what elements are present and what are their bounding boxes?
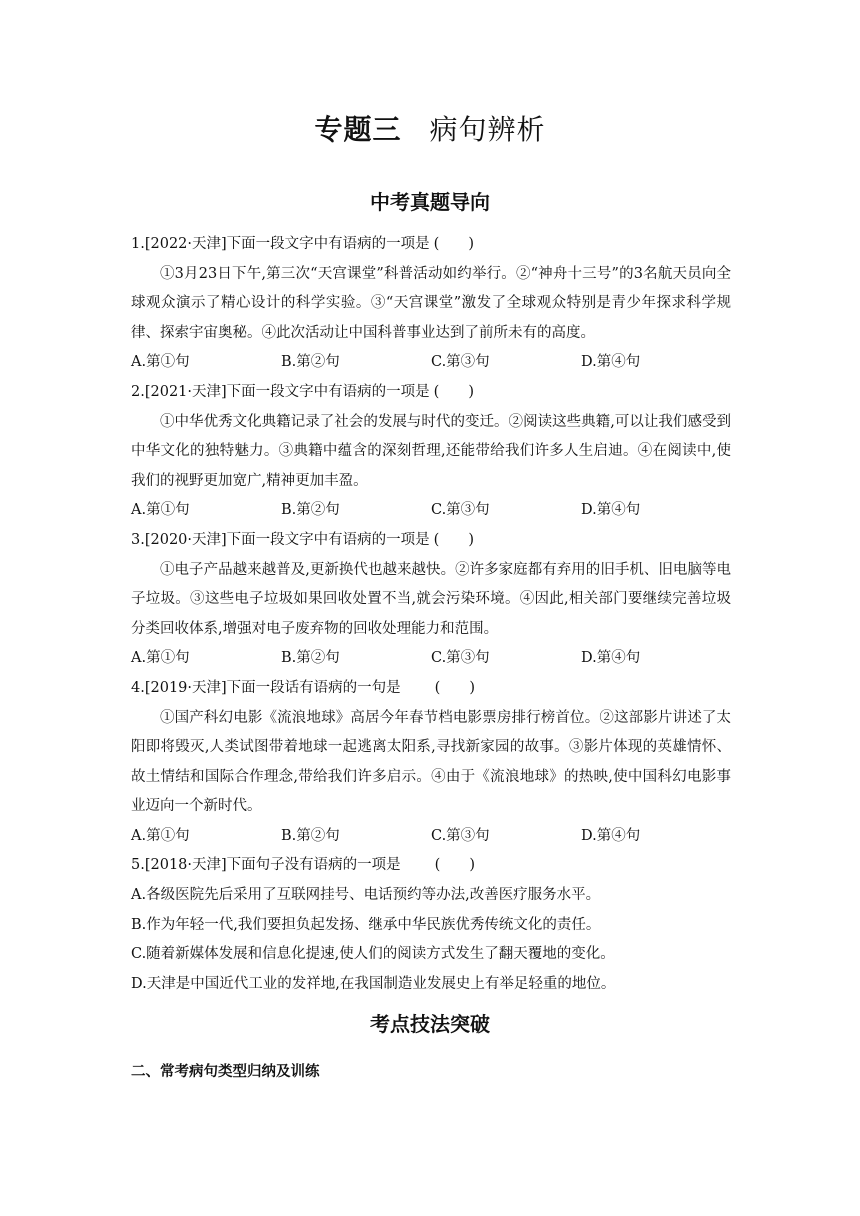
option-d: D.第④句 xyxy=(581,650,641,667)
question-passage: ①国产科幻电影《流浪地球》高居今年春节档电影票房排行榜首位。②这部影片讲述了太阳即将毁灭,人类试图带着地球一起逃离太阳系,寻找新家园的故事。③影片体现的英雄情怀、故土情结和国际合作理念,带给我们许多启示。④由于《流浪地球》的热映,使中国科幻电影事业迈向一个新时代。 xyxy=(131,709,731,815)
section-title-exam: 中考真题导向 xyxy=(370,190,490,214)
option-a: A.第①句 xyxy=(131,827,190,844)
answer-options xyxy=(131,822,731,852)
option-a: A.各级医院先后采用了互联网挂号、电话预约等办法,改善医疗服务水平。 xyxy=(131,887,601,904)
questions-block xyxy=(131,230,731,999)
option-c: C.第③句 xyxy=(431,827,490,844)
answer-options xyxy=(131,496,731,526)
option-d: D.第④句 xyxy=(581,502,641,519)
option-b: B.第②句 xyxy=(281,354,340,371)
option-c: C.第③句 xyxy=(431,502,490,519)
title-main: 专题三 xyxy=(314,113,402,146)
answer-options xyxy=(131,644,731,674)
option-d: D.第④句 xyxy=(581,827,641,844)
question-passage: ①电子产品越来越普及,更新换代也越来越快。②许多家庭都有弃用的旧手机、旧电脑等电子垃圾。③这些电子垃圾如果回收处置不当,就会污染环境。④因此,相关部门要继续完善垃圾分类回收体系,增强对电子废弃物的回收处理能力和范围。 xyxy=(131,561,731,637)
option-a: A.第①句 xyxy=(131,502,190,519)
option-a: A.第①句 xyxy=(131,354,190,371)
option-b: B.第②句 xyxy=(281,827,340,844)
section-title-skills: 考点技法突破 xyxy=(370,1012,490,1036)
question-stem: 1.[2022·天津]下面一段文字中有语病的一项是 ( ) xyxy=(131,236,474,252)
question-passage: ①3月23日下午,第三次“天宫课堂”科普活动如约举行。②“神舟十三号”的3名航天员向全球观众演示了精心设计的科学实验。③“天宫课堂”激发了全球观众特别是青少年探求科学规律、探索宇宙奥秘。④此次活动让中国科普事业达到了前所未有的高度。 xyxy=(131,265,731,341)
subsection-heading: 二、常考病句类型归纳及训练 xyxy=(131,1064,320,1080)
option-b: B.作为年轻一代,我们要担负起发扬、继承中华民族优秀传统文化的责任。 xyxy=(131,916,601,933)
option-c: C.第③句 xyxy=(431,650,490,667)
document-title xyxy=(0,108,860,148)
title-sub: 病句辨析 xyxy=(429,113,546,146)
question-stem: 2.[2021·天津]下面一段文字中有语病的一项是 ( ) xyxy=(131,383,474,400)
option-c: C.第③句 xyxy=(431,354,490,371)
question-stem: 5.[2018·天津]下面句子没有语病的一项是 ( ) xyxy=(131,857,475,874)
option-c: C.随着新媒体发展和信息化提速,使人们的阅读方式发生了翻天覆地的变化。 xyxy=(131,946,615,963)
option-d: D.天津是中国近代工业的发祥地,在我国制造业发展史上有举足轻重的地位。 xyxy=(131,975,616,992)
question-passage: ①中华优秀文化典籍记录了社会的发展与时代的变迁。②阅读这些典籍,可以让我们感受到中华文化的独特魅力。③典籍中蕴含的深刻哲理,还能带给我们许多人生启迪。④在阅读中,使我们的视野更加宽广,精神更加丰盈。 xyxy=(131,413,731,489)
option-a: A.第①句 xyxy=(131,650,190,667)
answer-options xyxy=(131,348,731,378)
option-d: D.第④句 xyxy=(581,354,641,371)
question-stem: 4.[2019·天津]下面一段话有语病的一句是 ( ) xyxy=(131,679,475,696)
question-stem: 3.[2020·天津]下面一段文字中有语病的一项是 ( ) xyxy=(131,531,474,548)
option-b: B.第②句 xyxy=(281,502,340,519)
option-b: B.第②句 xyxy=(281,650,340,667)
